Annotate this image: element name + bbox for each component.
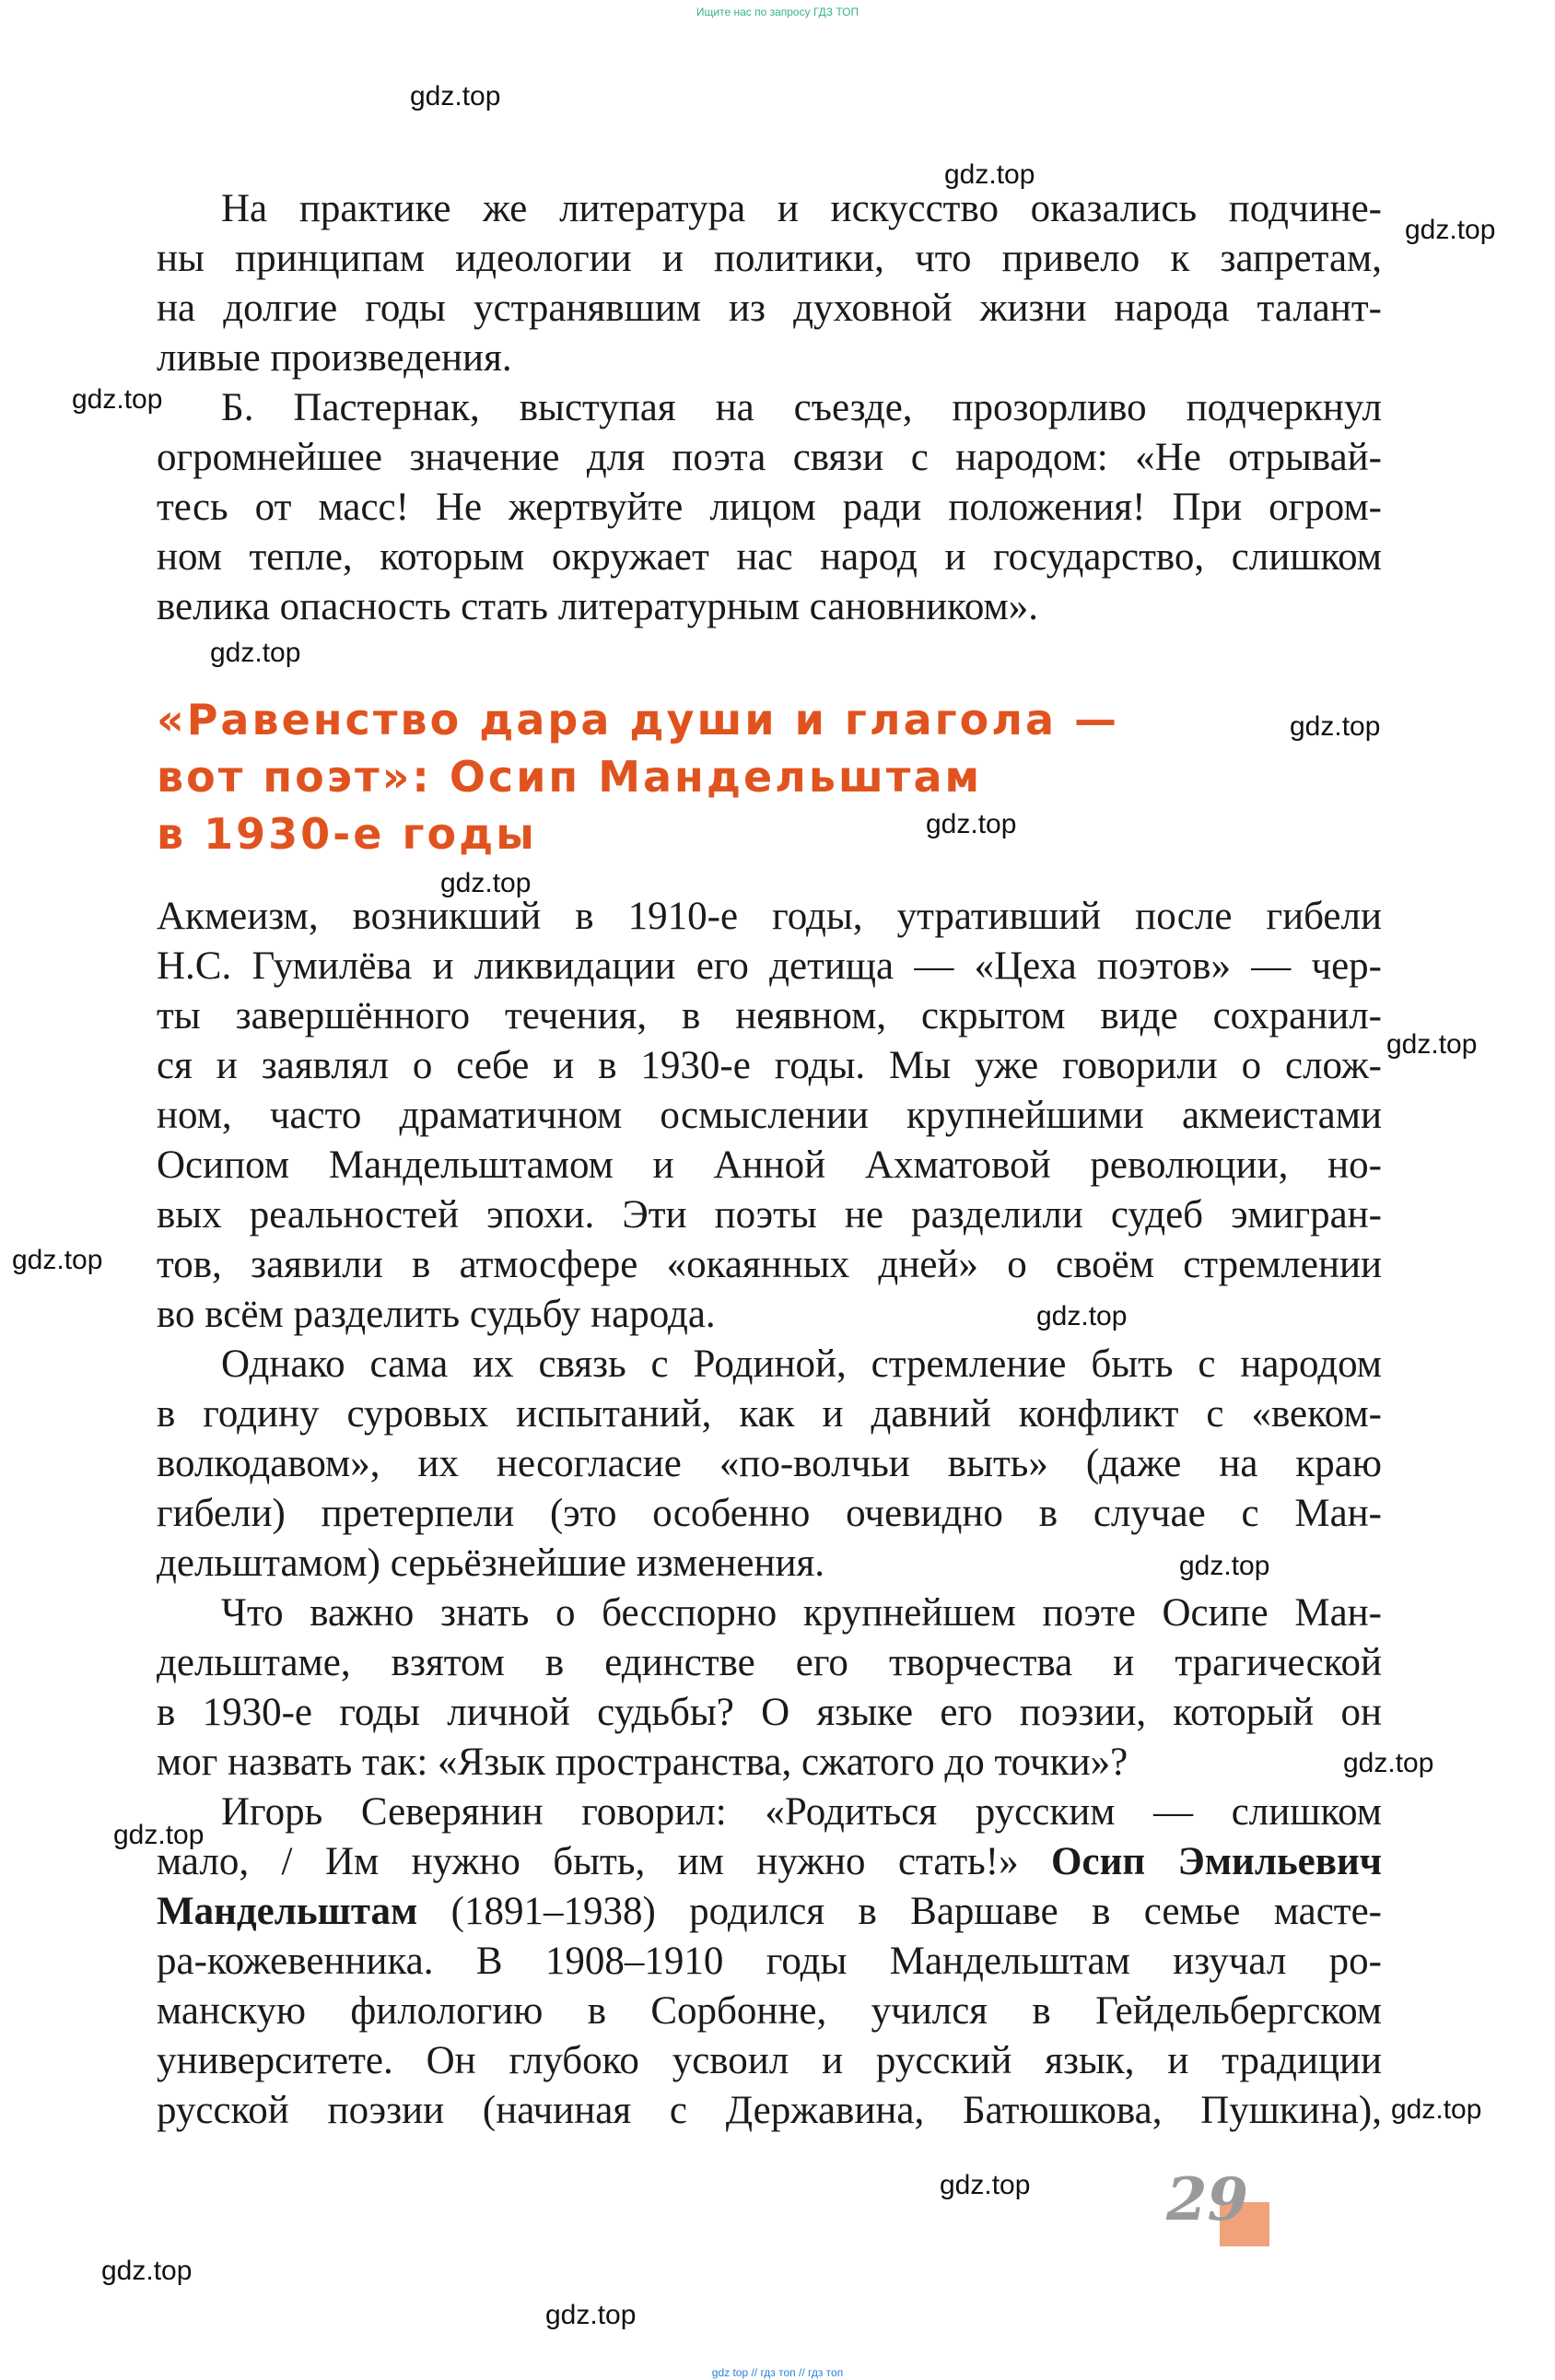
- text-line: На практике же литература и искусство оказались подчине-: [221, 187, 1382, 230]
- text-line: университете. Он глубоко усвоил и русский язык, и традиции: [157, 2039, 1382, 2082]
- section-heading: вот поэт»: Осип Мандельштам: [157, 752, 983, 802]
- text-line: ны принципам идеологии и политики, что привело к запретам,: [157, 237, 1382, 280]
- watermark: gdz.top: [210, 638, 301, 668]
- watermark: gdz.top: [440, 868, 532, 898]
- text-line: гибели) претерпели (это особенно очевидно в случае с Ман-: [157, 1492, 1382, 1535]
- watermark: gdz.top: [944, 159, 1035, 190]
- text-line: Акмеизм, возникший в 1910-е годы, утративший после гибели: [157, 895, 1382, 938]
- header-note: Ищите нас по запросу ГДЗ ТОП: [696, 6, 859, 18]
- section-heading: в 1930-е годы: [157, 809, 537, 859]
- watermark: gdz.top: [1386, 1029, 1478, 1060]
- text-line: в 1930-е годы личной судьбы? О языке его поэзии, который он: [157, 1691, 1382, 1734]
- text-line: мог назвать так: «Язык пространства, сжатого до точки»?: [157, 1741, 1128, 1784]
- watermark: gdz.top: [1343, 1748, 1434, 1778]
- text-line: Что важно знать о бесспорно крупнейшем поэте Осипе Ман-: [221, 1591, 1382, 1635]
- watermark: gdz.top: [940, 2170, 1031, 2200]
- watermark: gdz.top: [72, 384, 163, 415]
- text-line: ном, часто драматичном осмыслении крупнейшими акмеистами: [157, 1094, 1382, 1137]
- bold-name: Мандельштам: [157, 1890, 418, 1933]
- bold-name: Осип Эмильевич: [1051, 1840, 1383, 1883]
- text-line: огромнейшее значение для поэта связи с народом: «Не отрывай-: [157, 436, 1382, 479]
- watermark: gdz.top: [101, 2256, 193, 2286]
- text-line: ном тепле, которым окружает нас народ и государство, слишком: [157, 535, 1382, 579]
- watermark: gdz.top: [545, 2300, 637, 2330]
- watermark: gdz.top: [113, 1820, 205, 1850]
- text-line: дельштамом) серьёзнейшие изменения.: [157, 1542, 824, 1585]
- text-line: Н.С. Гумилёва и ликвидации его детища — «Цеха поэтов» — чер-: [157, 944, 1382, 988]
- text-line: ты завершённого течения, в неявном, скрытом виде сохранил-: [157, 994, 1382, 1038]
- watermark: gdz.top: [1036, 1301, 1128, 1331]
- text-segment: (1891–1938) родился в Варшаве в семье масте-: [450, 1890, 1382, 1933]
- text-line: на долгие годы устранявшим из духовной жизни народа талант-: [157, 287, 1382, 330]
- text-line: Осипом Мандельштамом и Анной Ахматовой революции, но-: [157, 1143, 1382, 1187]
- text-line: во всём разделить судьбу народа.: [157, 1293, 716, 1336]
- watermark: gdz.top: [1391, 2094, 1482, 2125]
- watermark: gdz.top: [410, 81, 501, 111]
- text-line: вых реальностей эпохи. Эти поэты не разделили судеб эмигран-: [157, 1193, 1382, 1237]
- text-line: [157, 1887, 1382, 1937]
- text-line: русской поэзии (начиная с Державина, Батюшкова, Пушкина),: [157, 2089, 1382, 2132]
- text-line: ра-кожевенника. В 1908–1910 годы Мандельштам изучал ро-: [157, 1940, 1382, 1983]
- text-line: волкодавом», их несогласие «по-волчьи выть» (даже на краю: [157, 1442, 1382, 1485]
- text-line: ливые произведения.: [157, 336, 512, 380]
- text-line: тов, заявили в атмосфере «окаянных дней» о своём стремлении: [157, 1243, 1382, 1286]
- watermark: gdz.top: [926, 809, 1017, 839]
- text-line: тесь от масс! Не жертвуйте лицом ради положения! При огром-: [157, 486, 1382, 529]
- text-line: Однако сама их связь с Родиной, стремление быть с народом: [221, 1342, 1382, 1386]
- page-number: 29: [1166, 2165, 1249, 2234]
- text-line: Игорь Северянин говорил: «Родиться русским — слишком: [221, 1790, 1382, 1834]
- text-line: велика опасность стать литературным сановником».: [157, 585, 1039, 628]
- text-line: Б. Пастернак, выступая на съезде, прозорливо подчеркнул: [221, 386, 1382, 429]
- footer-note: gdz top // гдз топ // гдз топ: [711, 2366, 844, 2379]
- text-line: ся и заявлял о себе и в 1930-е годы. Мы уже говорили о слож-: [157, 1044, 1382, 1087]
- watermark: gdz.top: [12, 1245, 103, 1275]
- watermark: gdz.top: [1179, 1551, 1270, 1581]
- watermark: gdz.top: [1405, 215, 1496, 245]
- text-line: дельштаме, взятом в единстве его творчества и трагической: [157, 1641, 1382, 1684]
- text-line: в годину суровых испытаний, как и давний конфликт с «веком-: [157, 1392, 1382, 1436]
- text-segment: мало, / Им нужно быть, им нужно стать!»: [157, 1840, 1019, 1883]
- text-line: манскую филологию в Сорбонне, учился в Гейдельбергском: [157, 1989, 1382, 2033]
- text-line: [157, 1837, 1382, 1887]
- watermark: gdz.top: [1290, 711, 1381, 742]
- section-heading: «Равенство дара души и глагола —: [157, 695, 1120, 744]
